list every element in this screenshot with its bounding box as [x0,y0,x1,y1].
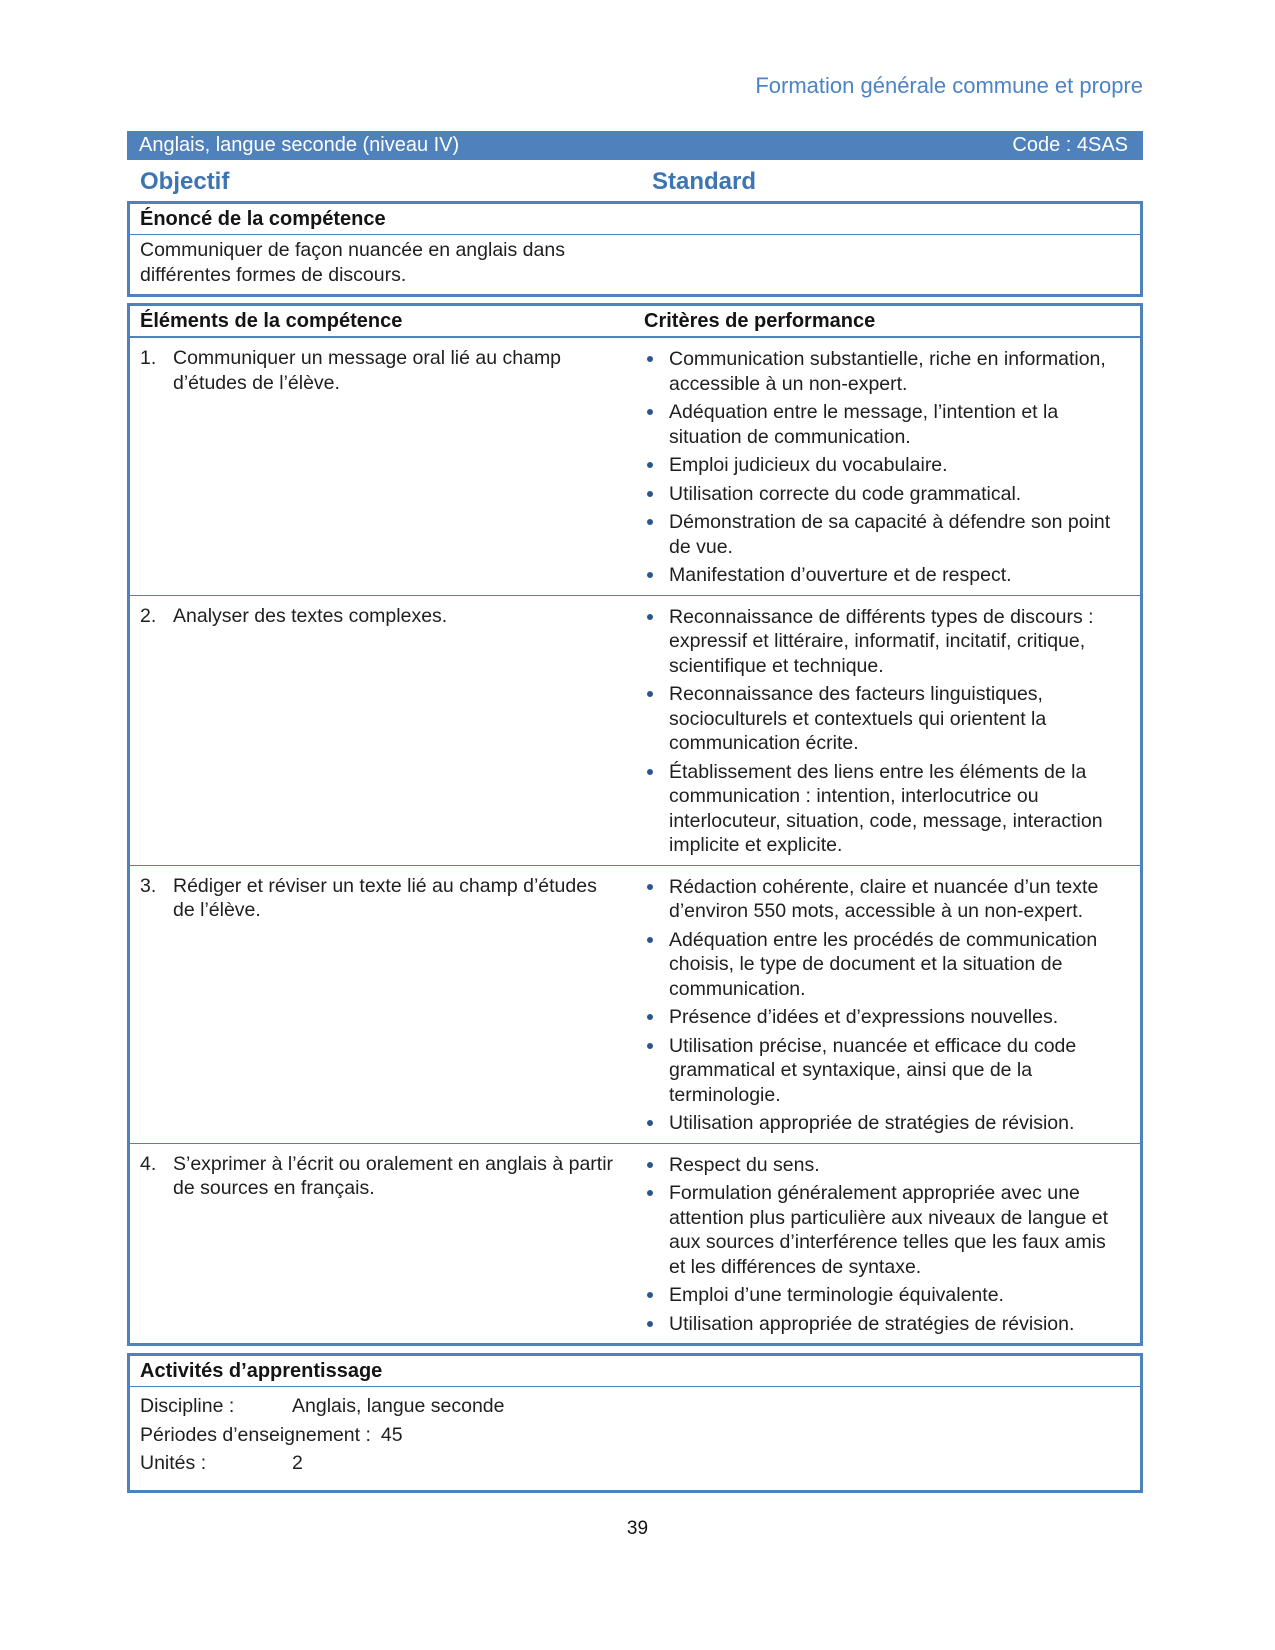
activites-box [127,1353,1143,1493]
bullet-icon [647,769,653,775]
element-cell [130,1152,643,1337]
activity-label: Discipline : [140,1395,235,1417]
criterion-text: Adéquation entre le message, l’intention et la situation de communication. [669,401,1059,448]
criterion-text: Emploi judicieux du vocabulaire. [669,454,948,476]
element-text: S’exprimer à l’écrit ou oralement en anglais à partir de sources en français. [173,1152,614,1199]
criterion-item [643,1005,1126,1030]
criterion-text: Rédaction cohérente, claire et nuancée d’un texte d’environ 550 mots, accessible à un non-expert. [669,875,1099,922]
activity-value: 45 [380,1423,403,1446]
table-body [130,338,1140,1343]
table-row [130,338,1140,596]
activity-line [140,1392,1130,1421]
criterion-item [643,1312,1126,1337]
criterion-text: Communication substantielle, riche en information, accessible à un non-expert. [669,348,1106,395]
element-number: 1. [140,347,157,369]
activity-line [140,1449,1130,1478]
element-cell [130,604,643,858]
criteres-header: Critères de performance [644,310,876,332]
bullet-icon [647,1120,653,1126]
criteria-list [643,346,1140,588]
criterion-item [643,1181,1126,1279]
element-text: Communiquer un message oral lié au champ d’études de l’élève. [173,347,562,394]
page-content [127,0,1143,1493]
criterion-item [643,1034,1126,1108]
element-cell [130,874,643,1136]
bullet-icon [647,462,653,468]
criterion-item [643,400,1126,449]
bullet-icon [647,691,653,697]
criterion-item [643,510,1126,559]
table-header-row [130,306,1140,338]
criterion-item [643,347,1126,396]
criterion-item [643,760,1126,858]
element-number: 4. [140,1152,157,1175]
bullet-icon [647,1014,653,1020]
activity-line [140,1421,1130,1450]
criterion-item [643,563,1126,588]
criterion-item [643,928,1126,1002]
criterion-text: Utilisation précise, nuancée et efficace du code grammatical et syntaxique, ainsi que de la terminologie. [669,1034,1077,1106]
criterion-text: Utilisation correcte du code grammatical. [669,482,1022,505]
column-headings [127,163,1143,199]
activity-value: 2 [292,1452,303,1474]
bullet-icon [647,884,653,890]
bullet-icon [647,1292,653,1298]
criterion-text: Utilisation appropriée de stratégies de révision. [669,1312,1075,1335]
element-cell [130,346,643,588]
elements-header: Éléments de la compétence [140,310,403,332]
objectif-heading: Objectif [140,168,230,195]
criterion-text: Formulation généralement appropriée avec une attention plus particulière aux niveaux de langue et aux sources d’interférence telles que les faux amis et les différences de syntaxe. [669,1182,1109,1278]
criteria-list [643,874,1140,1136]
criterion-text: Présence d’idées et d’expressions nouvelles. [669,1006,1059,1028]
bullet-icon [647,356,653,362]
element-text: Rédiger et réviser un texte lié au champ d’études de l’élève. [173,874,597,921]
competence-table [127,303,1143,1346]
page-number: 39 [626,1518,649,1539]
element-number: 2. [140,604,157,627]
bullet-icon [647,409,653,415]
bullet-icon [647,1162,653,1168]
activity-label: Unités : [140,1452,207,1474]
table-row [130,866,1140,1144]
criterion-item [643,605,1126,679]
bullet-icon [647,937,653,943]
bullet-icon [647,572,653,578]
criterion-text: Reconnaissance des facteurs linguistiques, socioculturels et contextuels qui orientent la communication écrite. [669,683,1047,754]
activites-body [130,1387,1140,1490]
activity-value: Anglais, langue seconde [292,1395,505,1417]
enonce-box [127,201,1143,297]
activites-title: Activités d’apprentissage [130,1356,1140,1387]
course-title: Anglais, langue seconde (niveau IV) [139,134,460,156]
element-number: 3. [140,874,157,897]
criterion-item [643,1153,1126,1178]
criterion-text: Adéquation entre les procédés de communication choisis, le type de document et la situation de communication. [669,928,1098,1000]
criterion-text: Utilisation appropriée de stratégies de révision. [669,1112,1075,1134]
criterion-item [643,453,1126,478]
bullet-icon [647,614,653,620]
running-header: Formation générale commune et propre [755,73,1143,98]
enonce-body: Communiquer de façon nuancée en anglais dans différentes formes de discours. [140,239,565,286]
bullet-icon [647,519,653,525]
course-code: Code : 4SAS [1012,134,1128,156]
table-row [130,1144,1140,1344]
criterion-text: Établissement des liens entre les éléments de la communication : intention, interlocutrice ou interlocuteur, situation, code, message, interaction implicite et explicite. [669,760,1103,856]
course-title-bar [127,131,1143,160]
bullet-icon [647,1043,653,1049]
criterion-item [643,482,1126,507]
bullet-icon [647,1321,653,1327]
criterion-text: Reconnaissance de différents types de discours : expressif et littéraire, informatif, incitatif, critique, scientifique et technique. [669,605,1094,677]
criterion-item [643,875,1126,924]
criterion-item [643,682,1126,756]
bullet-icon [647,491,653,497]
criteria-list [643,1152,1140,1337]
criterion-text: Respect du sens. [669,1153,820,1176]
criterion-text: Manifestation d’ouverture et de respect. [669,564,1012,586]
bullet-icon [647,1190,653,1196]
criterion-item [643,1283,1126,1308]
criteria-list [643,604,1140,858]
table-row [130,596,1140,866]
criterion-text: Démonstration de sa capacité à défendre son point de vue. [669,511,1111,558]
element-text: Analyser des textes complexes. [173,604,448,627]
criterion-item [643,1111,1126,1136]
enonce-title: Énoncé de la compétence [130,204,1140,235]
standard-heading: Standard [652,168,757,195]
activity-label: Périodes d’enseignement : [140,1423,371,1446]
criterion-text: Emploi d’une terminologie équivalente. [669,1284,1004,1306]
